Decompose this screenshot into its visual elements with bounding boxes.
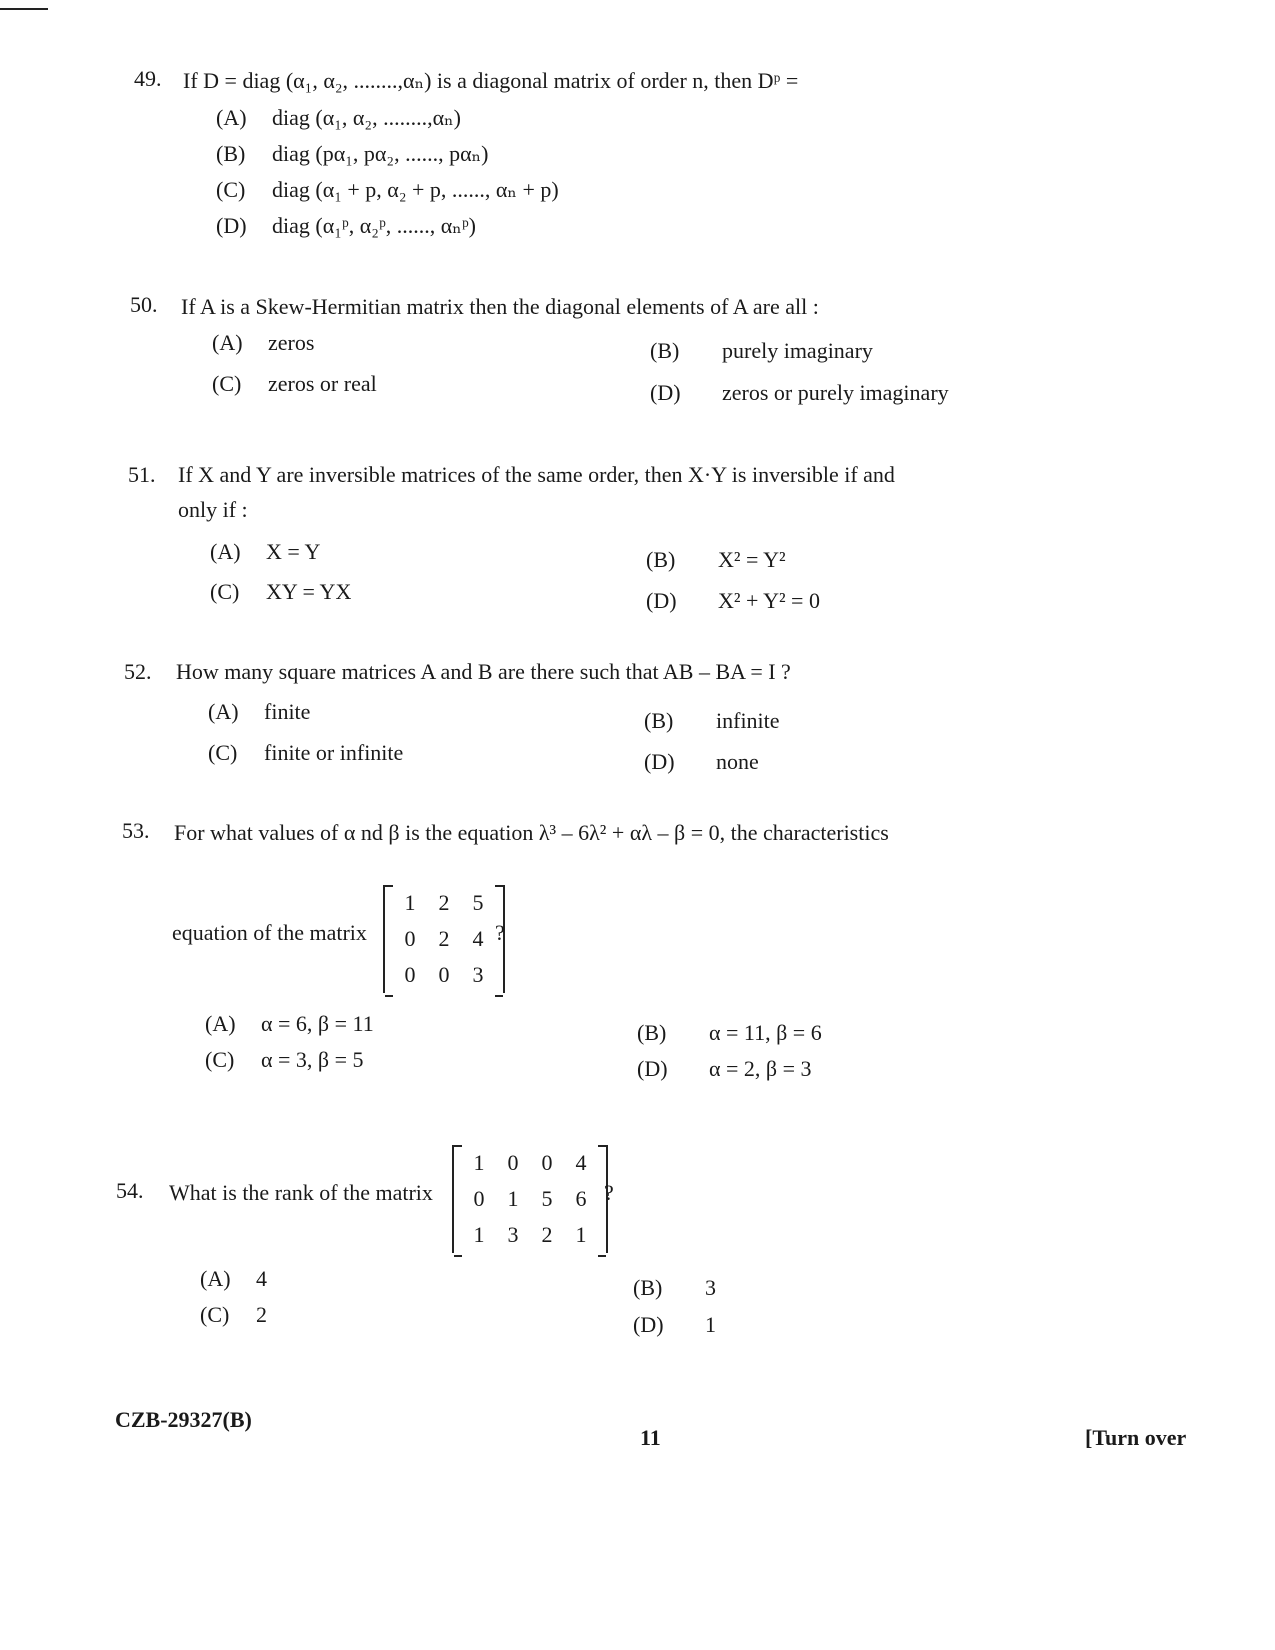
question-number: 51.	[128, 462, 156, 487]
corner-rule	[0, 8, 48, 10]
question-text: If A is a Skew-Hermitian matrix then the diagonal elements of A are all :	[181, 294, 819, 319]
matrix-cell: 1	[473, 1150, 485, 1175]
option-c	[208, 740, 403, 766]
option-text: diag (pα₁, pα₂, ......, pαₙ)	[272, 141, 489, 166]
option-a	[210, 539, 320, 565]
option-text: zeros	[268, 330, 315, 355]
option-a	[208, 699, 310, 725]
question-text-line1: If X and Y are inversible matrices of the same order, then X·Y is inversible if and	[178, 462, 895, 487]
option-letter: (B)	[650, 338, 680, 363]
option-letter: (B)	[633, 1275, 663, 1300]
option-d	[650, 380, 949, 406]
option-text: X = Y	[266, 539, 321, 564]
question-text: What is the rank of the matrix	[169, 1180, 433, 1205]
option-letter: (B)	[646, 547, 676, 572]
matrix-cell: 2	[438, 890, 450, 915]
option-text: X² = Y²	[718, 547, 786, 572]
option-text: 1	[705, 1312, 716, 1337]
question-number: 53.	[122, 818, 150, 843]
option-letter: (A)	[212, 330, 243, 355]
option-text: diag (α₁, α₂, ........,αₙ)	[272, 105, 461, 130]
option-text: XY = YX	[266, 579, 352, 604]
option-b	[650, 338, 873, 364]
option-a	[205, 1011, 374, 1037]
matrix-cell: 0	[507, 1150, 519, 1175]
option-text: infinite	[716, 708, 780, 733]
option-text: 3	[705, 1275, 716, 1300]
matrix-prefix: equation of the matrix	[172, 920, 367, 945]
option-letter: (D)	[650, 380, 681, 405]
option-text: α = 6, β = 11	[261, 1011, 374, 1036]
option-letter: (A)	[216, 105, 247, 130]
option-c	[212, 371, 377, 397]
option-text: α = 3, β = 5	[261, 1047, 364, 1072]
option-d	[646, 588, 820, 614]
matrix-row	[454, 1217, 606, 1253]
option-letter: (D)	[644, 749, 675, 774]
option-d	[644, 749, 759, 775]
matrix-cell: 0	[473, 1186, 485, 1211]
option-b	[633, 1275, 716, 1301]
option-b	[216, 141, 488, 167]
matrix-cell: 3	[472, 962, 484, 987]
option-c	[205, 1047, 364, 1073]
option-a	[200, 1266, 267, 1292]
option-text: purely imaginary	[722, 338, 873, 363]
option-letter: (D)	[216, 213, 247, 238]
option-c	[210, 579, 351, 605]
matrix-row	[385, 957, 503, 993]
matrix-cell: 0	[404, 962, 416, 987]
option-letter: (A)	[200, 1266, 231, 1291]
matrix-suffix: ?	[604, 1180, 614, 1205]
option-letter: (B)	[216, 141, 246, 166]
matrix-cell: 1	[575, 1222, 587, 1247]
matrix-cell: 1	[404, 890, 416, 915]
option-d	[633, 1312, 716, 1338]
matrix-cell: 3	[507, 1222, 519, 1247]
option-letter: (A)	[210, 539, 241, 564]
matrix-row	[454, 1145, 606, 1181]
option-text: α = 11, β = 6	[709, 1020, 822, 1045]
matrix-cell: 5	[541, 1186, 553, 1211]
option-text: none	[716, 749, 759, 774]
option-text: diag (α₁ᵖ, α₂ᵖ, ......, αₙᵖ)	[272, 213, 476, 238]
option-letter: (D)	[637, 1056, 668, 1081]
question-text: For what values of α nd β is the equation λ³ – 6λ² + αλ – β = 0, the characteristics	[174, 820, 889, 845]
matrix-cell: 0	[541, 1150, 553, 1175]
option-letter: (B)	[644, 708, 674, 733]
matrix-cell: 4	[575, 1150, 587, 1175]
option-text: diag (α₁ + p, α₂ + p, ......, αₙ + p)	[272, 177, 559, 202]
option-c	[200, 1302, 267, 1328]
question-number: 50.	[130, 292, 158, 317]
option-letter: (B)	[637, 1020, 667, 1045]
page-number: 11	[640, 1425, 661, 1450]
matrix-3x4	[452, 1145, 608, 1253]
option-d	[216, 213, 476, 239]
matrix-suffix: ?	[495, 920, 505, 945]
option-a	[212, 330, 314, 356]
option-letter: (C)	[210, 579, 240, 604]
matrix-cell: 0	[404, 926, 416, 951]
option-text: finite or infinite	[264, 740, 404, 765]
option-b	[637, 1020, 822, 1046]
question-text: How many square matrices A and B are there such that AB – BA = I ?	[176, 659, 791, 684]
option-letter: (D)	[633, 1312, 664, 1337]
matrix-cell: 2	[541, 1222, 553, 1247]
matrix-row	[385, 885, 503, 921]
option-text: α = 2, β = 3	[709, 1056, 812, 1081]
option-text: 4	[256, 1266, 267, 1291]
matrix-row	[385, 921, 503, 957]
turn-over-label: [Turn over	[1085, 1425, 1187, 1450]
matrix-cell: 5	[472, 890, 484, 915]
option-text: 2	[256, 1302, 267, 1327]
matrix-cell: 2	[438, 926, 450, 951]
question-number: 54.	[116, 1178, 144, 1203]
option-letter: (C)	[216, 177, 246, 202]
matrix-cell: 4	[472, 926, 484, 951]
option-text: finite	[264, 699, 311, 724]
matrix-cell: 6	[575, 1186, 587, 1211]
matrix-3x3	[383, 885, 505, 993]
option-letter: (D)	[646, 588, 677, 613]
question-number: 49.	[134, 66, 162, 91]
option-d	[637, 1056, 812, 1082]
matrix-cell: 1	[507, 1186, 519, 1211]
option-letter: (C)	[208, 740, 238, 765]
paper-code: CZB-29327(B)	[115, 1407, 252, 1432]
option-b	[646, 547, 786, 573]
option-text: zeros or purely imaginary	[722, 380, 949, 405]
option-c	[216, 177, 559, 203]
option-letter: (C)	[205, 1047, 235, 1072]
option-text: X² + Y² = 0	[718, 588, 820, 613]
question-text-line2: only if :	[178, 497, 248, 522]
question-text: If D = diag (α₁, α₂, ........,αₙ) is a diagonal matrix of order n, then Dᵖ =	[183, 68, 799, 93]
option-letter: (A)	[205, 1011, 236, 1036]
option-a	[216, 105, 461, 131]
matrix-cell: 1	[473, 1222, 485, 1247]
option-b	[644, 708, 780, 734]
question-number: 52.	[124, 659, 152, 684]
option-letter: (A)	[208, 699, 239, 724]
option-letter: (C)	[212, 371, 242, 396]
matrix-cell: 0	[438, 962, 450, 987]
option-text: zeros or real	[268, 371, 377, 396]
option-letter: (C)	[200, 1302, 230, 1327]
matrix-row	[454, 1181, 606, 1217]
